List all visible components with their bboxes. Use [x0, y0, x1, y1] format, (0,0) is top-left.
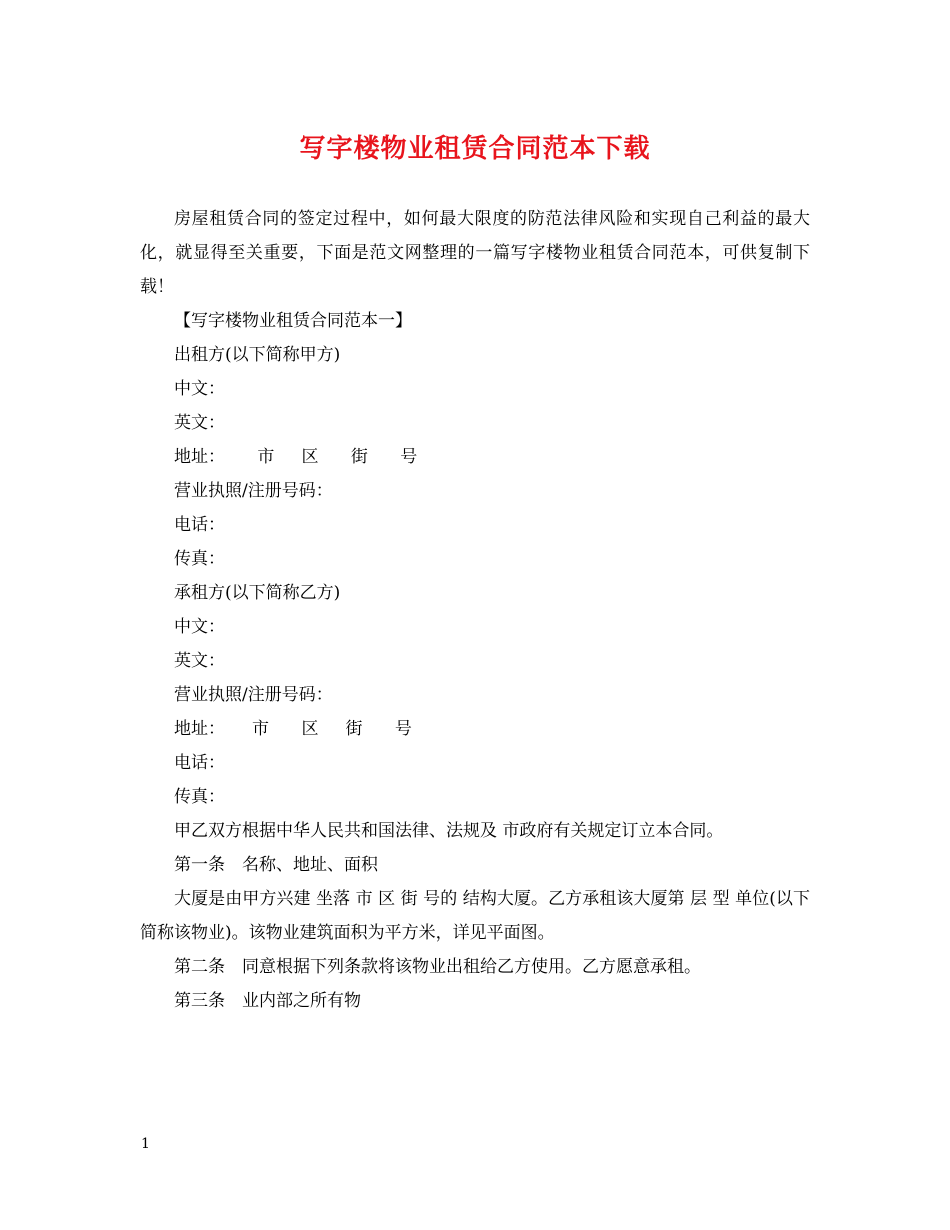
document-body: [140, 202, 810, 1018]
lessor-address: 地址： 市 区 街 号: [174, 447, 418, 467]
lessor-english-name: 英文：: [174, 413, 225, 433]
article-2: 第二条 同意根据下列条款将该物业出租给乙方使用。乙方愿意承租。: [174, 957, 701, 977]
intro-paragraph: 房屋租赁合同的签定过程中，如何最大限度的防范法律风险和实现自己利益的最大化，就显得至关重要，下面是范文网整理的一篇写字楼物业租赁合同范本，可供复制下载！: [140, 209, 810, 297]
lessor-license: 营业执照/注册号码：: [174, 481, 333, 501]
lessor-chinese-name: 中文：: [174, 379, 225, 399]
lessee-chinese-name: 中文：: [174, 617, 225, 637]
section-heading: 【写字楼物业租赁合同范本一】: [174, 311, 412, 331]
article-1-body: 大厦是由甲方兴建 坐落 市 区 街 号的 结构大厦。乙方承租该大厦第 层 型 单位(以下简称该物业)。该物业建筑面积为平方米，详见平面图。: [140, 889, 810, 943]
lessor-fax: 传真：: [174, 549, 225, 569]
lessor-heading: 出租方(以下简称甲方): [174, 345, 341, 365]
article-1-heading: 第一条 名称、地址、面积: [174, 855, 378, 875]
article-3: 第三条 业内部之所有物: [174, 991, 361, 1011]
lessee-fax: 传真：: [174, 787, 225, 807]
page-number: 1: [141, 1136, 150, 1152]
lessee-phone: 电话：: [174, 753, 225, 773]
lessee-heading: 承租方(以下简称乙方): [174, 583, 341, 603]
agreement-paragraph: 甲乙双方根据中华人民共和国法律、法规及 市政府有关规定订立本合同。: [174, 821, 724, 841]
document-title: 写字楼物业租赁合同范本下载: [299, 134, 651, 164]
lessee-address: 地址： 市 区 街 号: [174, 719, 412, 739]
lessor-phone: 电话：: [174, 515, 225, 535]
lessee-license: 营业执照/注册号码：: [174, 685, 333, 705]
lessee-english-name: 英文：: [174, 651, 225, 671]
